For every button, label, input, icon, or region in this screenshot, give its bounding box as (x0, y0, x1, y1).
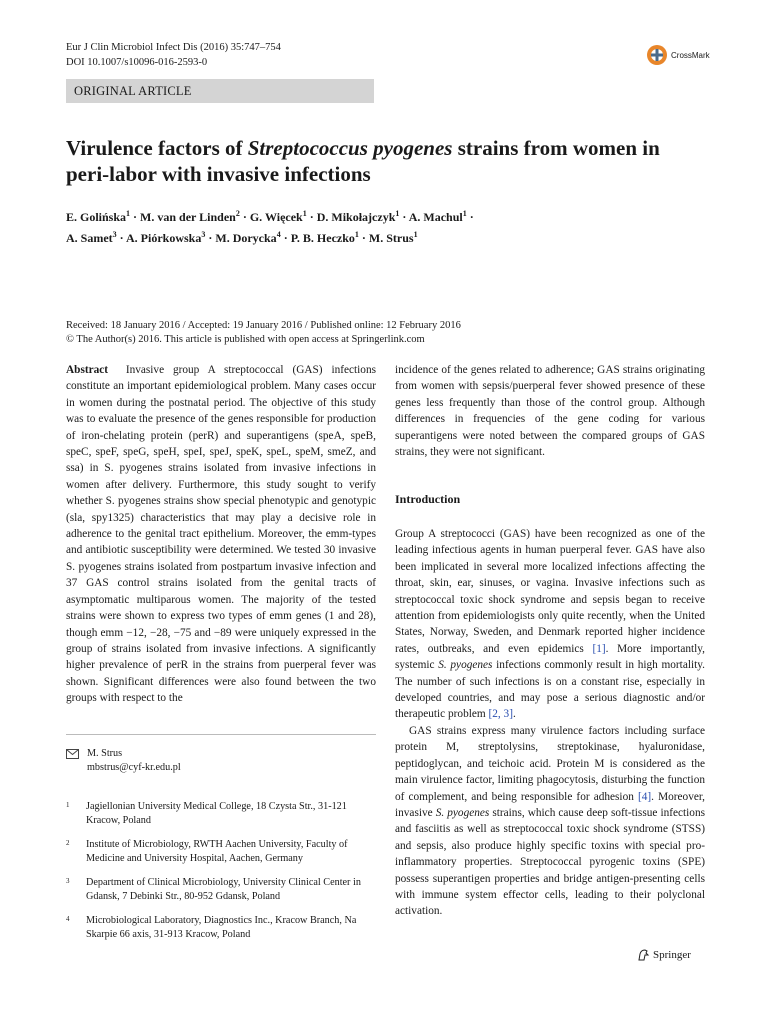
affiliation-number: 1 (66, 801, 70, 809)
correspondence (66, 747, 181, 775)
doi-line: DOI 10.1007/s10096-016-2593-0 (66, 57, 208, 68)
affiliation-item (66, 800, 376, 828)
affiliation-text: Institute of Microbiology, RWTH Aachen University, Faculty of Medicine and University Hospital, Aachen, Germany (86, 839, 348, 864)
intro-paragraph-2: GAS strains express many virulence factors including surface protein M, streptolysins, streptokinase, hyaluronidase, peptidoglycan, and teichoic acid. Protein M is considered as the main virulence factor, limiting phagocytosis, disturbing the function of complement, and being responsible for adhesion [4]. Moreover, invasive S. pyogenes strains, which cause deep soft-tissue infections and fasciitis as well as streptococcal toxic shock syndrome (STSS) and sepsis, also produce highly specific toxins with special pro-inflammatory properties. Streptococcal pyrogenic toxins (SPE) possess superantigen properties and bridge antigen-presenting cells with immune system effector cells, leading to their polyclonal activation. (395, 724, 705, 918)
copyright-line: © The Author(s) 2016. This article is published with open access at Springerlink.com (66, 334, 425, 345)
author-line-1: E. Golińska$^1$ · M. van der Linden$^2$ · G. Więcek$^1$ · D. Mikołajczyk$^1$ · A. Machul$^1$ · (66, 209, 474, 224)
springer-horse-icon (636, 948, 650, 962)
abstract-continuation (395, 362, 705, 460)
ref-link-1[interactable]: [1] (592, 642, 606, 655)
abstract-block (66, 362, 376, 707)
publisher-logo (636, 948, 691, 962)
footnote-divider (66, 734, 376, 735)
article-title: Virulence factors of Streptococcus pyogenes strains from women in peri-labor with invasive infections (66, 136, 660, 186)
journal-line: Eur J Clin Microbiol Infect Dis (2016) 35:747–754 (66, 42, 281, 53)
abstract-text: Invasive group A streptococcal (GAS) infections constitute an important epidemiological problem. Many cases occur in women during the postnatal period. The objective of this study was to evaluate the presence of the genes responsible for production of iron-chelating protein (perR) and superantigens (speA, speB, speC, speF, speG, speH, speI, speJ, speK, speL, speM, smeZ, and ssa) in S. pyogenes strains isolated from invasive infections in women after delivery. Furthermore, this study sought to verify whether S. pyogenes strains show special phenotypic and genotypic (sla, spy1325) characteristics that may play a decisive role in adherence to the genital tract epithelium. Moreover, the emm-types and antibiotic susceptibility were determined. We tested 30 invasive S. pyogenes strains isolated from postpartum invasive infection and 37 GAS control strains isolated from the genital tracts of asymptomatic multiparous women. The majority of the tested strains were shown to express two types of emm genes (1 and 28), though emm −12, −28, −75 and −89 were uniquely expressed in the group of strains isolated from invasive infections. A significantly higher prevalence of perR in the strains from puerperal fever was shown. Significant differences were also found between the two groups with respect to the (66, 364, 376, 705)
article-type-banner: ORIGINAL ARTICLE (66, 79, 374, 103)
crossmark-badge[interactable] (646, 44, 710, 66)
affiliation-item (66, 914, 376, 942)
affiliation-text: Jagiellonian University Medical College, 18 Czysta Str., 31-121 Kracow, Poland (86, 801, 347, 826)
ref-link-4[interactable]: [4] (637, 790, 652, 803)
affiliation-number: 2 (66, 839, 70, 847)
affiliation-item (66, 876, 376, 904)
affiliation-text: Microbiological Laboratory, Diagnostics Inc., Kracow Branch, Na Skarpie 66 axis, 31-913 Kracow, Poland (86, 915, 357, 940)
abstract-label: Abstract (66, 364, 109, 376)
intro-paragraph-1: Group A streptococci (GAS) have been recognized as one of the leading infectious agents in human puerperal fever. GAS have also been implicated in several more localized infections affecting the throat, skin, ear, sinuses, or vagina. Invasive infections such as streptococcal toxic shock syndrome and sepsis began to receive attention from epidemiologists only quite recently, when the United States, Norway, Sweden, and Denmark reported higher incidence rates, outbreaks, and even epidemics [1]. More importantly, systemic S. pyogenes infections commonly result in high mortality. The number of such infections is on a constant rise, especially in developed countries, and may pose a serious diagnostic and/or therapeutic problem [2, 3]. (395, 528, 706, 721)
introduction-body (395, 526, 705, 920)
affiliation-number: 4 (66, 915, 70, 923)
publisher-name: Springer (653, 949, 691, 961)
journal-citation (66, 40, 281, 70)
envelope-icon (66, 749, 79, 759)
introduction-heading: Introduction (395, 492, 461, 506)
ref-link-2-3[interactable]: [2, 3] (488, 708, 513, 721)
correspondence-email[interactable]: mbstrus@cyf-kr.edu.pl (87, 762, 181, 773)
affiliations-list (66, 800, 376, 952)
crossmark-label: CrossMark (671, 50, 710, 60)
crossmark-icon (646, 44, 668, 66)
dates-line: Received: 18 January 2016 / Accepted: 19 January 2016 / Published online: 12 February 2016 (66, 320, 461, 331)
abstract-continuation-text: incidence of the genes related to adherence; GAS strains originating from women with sepsis/puerperal fever showed presence of these genes less frequently than those of the control group. Although differences in frequencies of the gene coding for various superantigens were noted between the compared groups of GAS strains, they were not significant. (395, 364, 705, 459)
author-line-2: A. Samet$^3$ · A. Piórkowska$^3$ · M. Dorycka$^4$ · P. B. Heczko$^1$ · M. Strus$^1$ (66, 230, 418, 245)
author-list (66, 205, 706, 247)
correspondence-name: M. Strus (87, 748, 123, 759)
affiliation-item (66, 838, 376, 866)
publication-dates (66, 319, 461, 347)
affiliation-text: Department of Clinical Microbiology, University Clinical Center in Gdansk, 7 Debinki Str., 80-952 Gdansk, Poland (86, 877, 361, 902)
affiliation-number: 3 (66, 877, 70, 885)
